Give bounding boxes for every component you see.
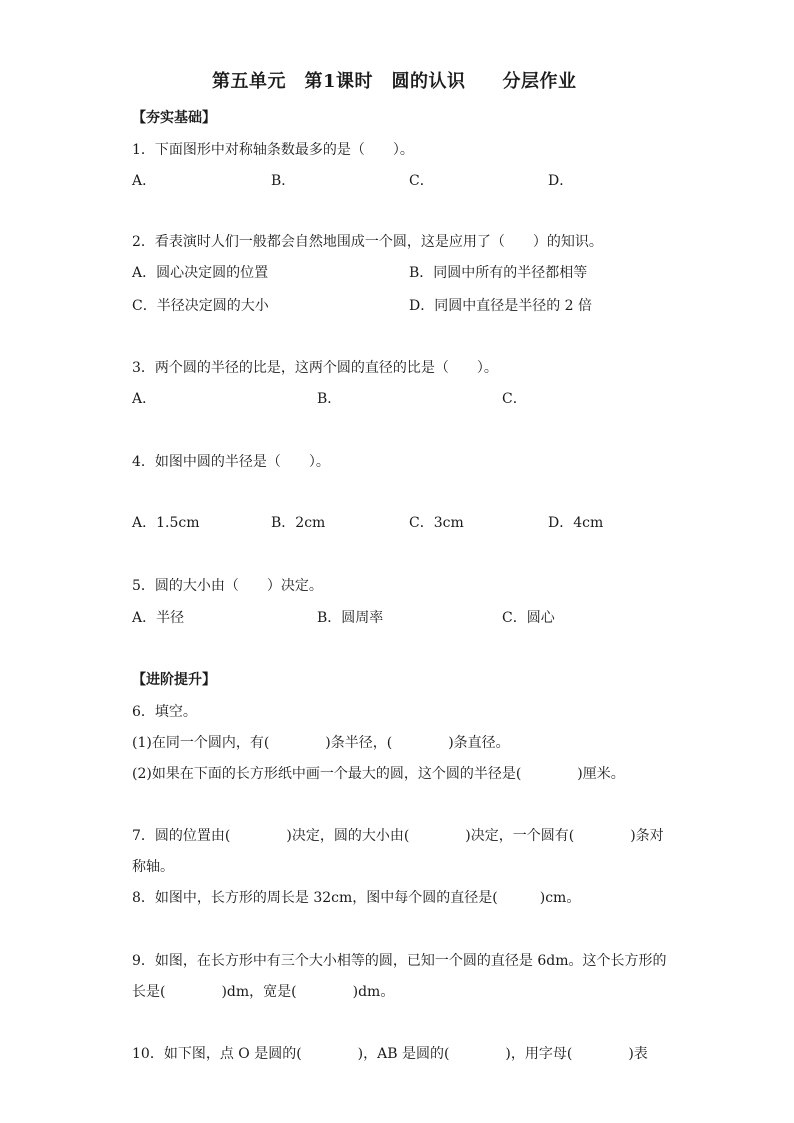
- question-5: 5．圆的大小由（ ）决定。: [132, 578, 323, 594]
- page-title: 第五单元 第1课时 圆的认识 分层作业: [212, 71, 577, 92]
- question-10: 10．如下图，点 O 是圆的( )，AB 是圆的( )，用字母( )表: [132, 1046, 648, 1062]
- q4-option-a: A．1.5cm: [132, 515, 200, 531]
- q1-option-c: C．: [409, 173, 434, 189]
- question-9-line-1: 9．如图，在长方形中有三个大小相等的圆，已知一个圆的直径是 6dm。这个长方形的: [132, 953, 667, 969]
- q2-option-a: A．圆心决定圆的位置: [132, 265, 269, 281]
- question-8: 8．如图中，长方形的周长是 32cm，图中每个圆的直径是( )cm。: [132, 890, 581, 906]
- q2-option-d: D．同圆中直径是半径的 2 倍: [409, 298, 593, 314]
- question-7-line-1: 7．圆的位置由( )决定，圆的大小由( )决定，一个圆有( )条对: [132, 828, 664, 844]
- q3-option-b: B．: [317, 391, 342, 407]
- question-6: 6．填空。: [132, 704, 197, 720]
- question-6-part-2: (2)如果在下面的长方形纸中画一个最大的圆，这个圆的半径是( )厘米。: [132, 766, 625, 782]
- question-1: 1．下面图形中对称轴条数最多的是（ ）。: [132, 142, 414, 158]
- q5-option-c: C．圆心: [502, 610, 555, 626]
- question-9-line-2: 长是( )dm，宽是( )dm。: [132, 984, 395, 1000]
- q4-option-d: D．4cm: [548, 515, 604, 531]
- q1-option-a: A．: [132, 173, 157, 189]
- q2-option-c: C．半径决定圆的大小: [132, 298, 269, 314]
- question-3: 3．两个圆的半径的比是，这两个圆的直径的比是（ ）。: [132, 360, 498, 376]
- q1-option-d: D．: [548, 173, 574, 189]
- question-7-line-2: 称轴。: [132, 859, 174, 875]
- q1-option-b: B．: [271, 173, 296, 189]
- section-heading-advanced: 【进阶提升】: [132, 672, 216, 688]
- q4-option-c: C．3cm: [409, 515, 464, 531]
- section-heading-basic: 【夯实基础】: [132, 110, 216, 126]
- q5-option-a: A．半径: [132, 610, 185, 626]
- q5-option-b: B．圆周率: [317, 610, 384, 626]
- q2-option-b: B．同圆中所有的半径都相等: [409, 265, 588, 281]
- question-6-part-1: (1)在同一个圆内，有( )条半径，( )条直径。: [132, 735, 510, 751]
- q4-option-b: B．2cm: [271, 515, 326, 531]
- question-2: 2．看表演时人们一般都会自然地围成一个圆，这是应用了（ ）的知识。: [132, 234, 603, 250]
- question-4: 4．如图中圆的半径是（ ）。: [132, 454, 330, 470]
- q3-option-a: A．: [132, 391, 157, 407]
- q3-option-c: C．: [502, 391, 527, 407]
